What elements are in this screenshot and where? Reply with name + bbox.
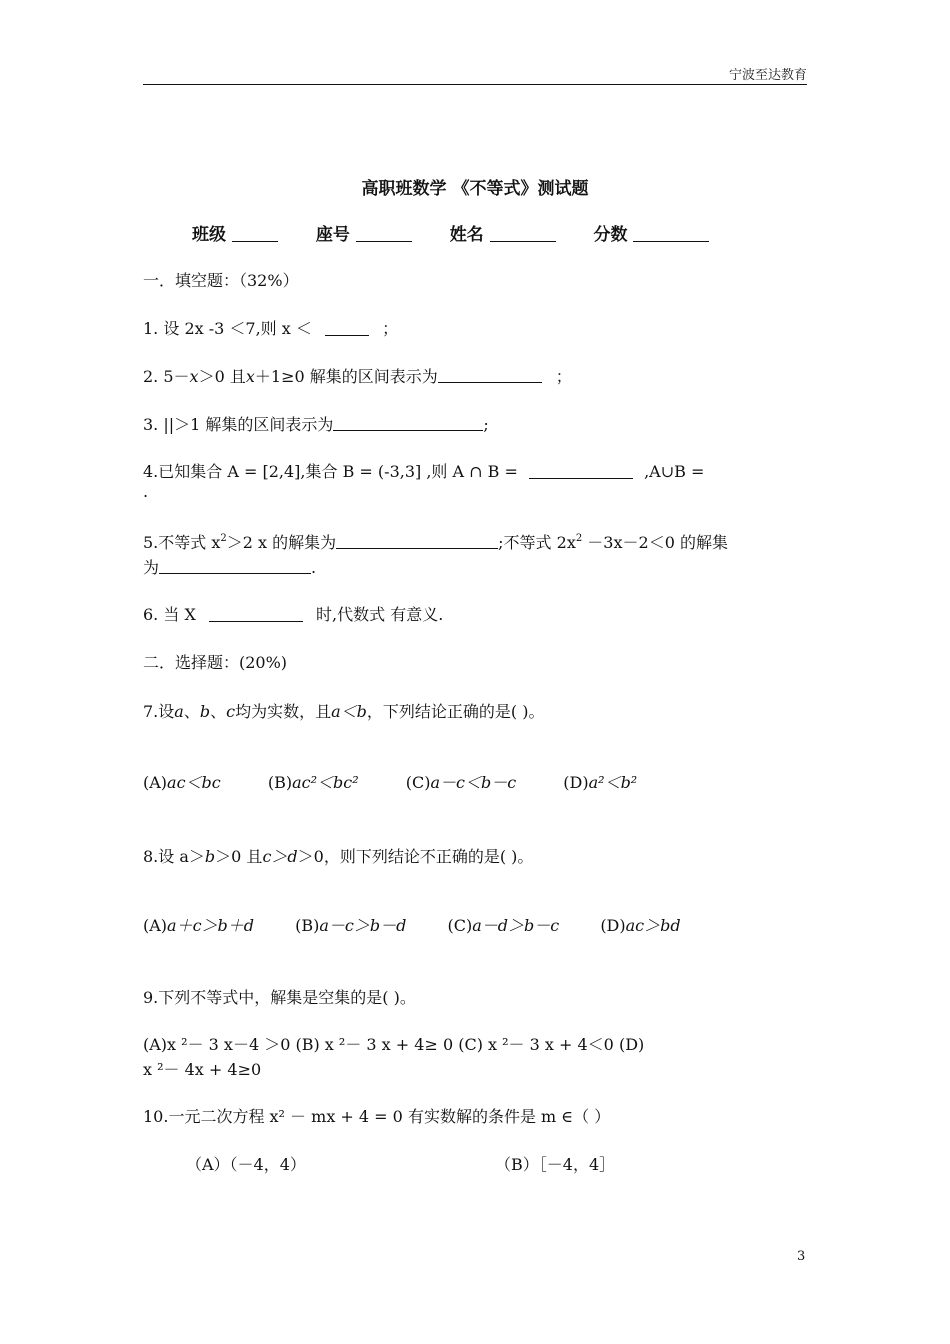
question-6-blank[interactable] xyxy=(209,605,303,622)
option-d[interactable] xyxy=(600,916,680,935)
option-expression: ac²＜bc² xyxy=(292,773,359,792)
question-5-exponent: 2 xyxy=(575,533,583,544)
question-9-options-line-2: x ²－ 4x + 4≥0 xyxy=(143,1060,262,1079)
question-4-text-a: 4.已知集合 A = [2,4],集合 B = (-3,3] ,则 A ∩ B = xyxy=(143,462,518,481)
question-9-options-line-1: (A)x ²－ 3 x－4 ＞0 (B) x ²－ 3 x + 4≥ 0 (C) x ²－ 3 x + 4＜0 (D) xyxy=(143,1035,645,1054)
option-label: (C) xyxy=(405,773,431,792)
option-expression: ac＞bd xyxy=(625,916,681,935)
field-name-label: 姓名 xyxy=(449,225,484,245)
math-var-b: b xyxy=(199,702,211,721)
option-label: (D) xyxy=(600,916,626,935)
header-rule xyxy=(143,84,807,85)
option-expression: ac＜bc xyxy=(167,773,221,792)
field-class xyxy=(192,225,278,245)
separator: 、 xyxy=(210,702,227,721)
question-5 xyxy=(143,530,728,553)
question-1-end: ； xyxy=(382,319,399,338)
field-score-label: 分数 xyxy=(593,225,628,245)
question-6 xyxy=(143,602,443,625)
question-8-stem-a: 8.设 a＞ xyxy=(143,847,205,866)
section-choice-heading: 二．选择题：(20%) xyxy=(143,653,288,672)
option-b[interactable] xyxy=(268,773,359,792)
question-5-text-a: 5.不等式 x xyxy=(143,533,221,552)
student-info-fields xyxy=(192,220,741,245)
page-number: 3 xyxy=(797,1249,806,1264)
question-8-condition: c＞d xyxy=(262,847,298,866)
math-var-x: x xyxy=(245,367,255,386)
option-expression: a－c＞b－d xyxy=(319,916,407,935)
option-c[interactable] xyxy=(406,773,516,792)
field-name-blank[interactable] xyxy=(490,225,556,242)
question-2-text-a: 2. 5－ xyxy=(143,367,190,386)
option-expression: a＋c＞b＋d xyxy=(167,916,255,935)
question-3-text: 3. ||＞1 解集的区间表示为 xyxy=(143,415,334,434)
option-c[interactable] xyxy=(447,916,559,935)
page-title: 高职班数学 《不等式》测试题 xyxy=(361,179,589,199)
section-fill-in-heading: 一．填空题：（32%） xyxy=(143,271,299,290)
math-var-b: b xyxy=(204,847,216,866)
option-b[interactable] xyxy=(295,916,406,935)
question-8 xyxy=(143,844,533,867)
math-var-x: x xyxy=(189,367,199,386)
question-5-end: . xyxy=(311,558,317,577)
question-5-text-b: ＞2 x 的解集为 xyxy=(226,533,337,552)
question-1-text: 1. 设 2x -3 ＜7,则 x ＜ xyxy=(143,319,312,338)
question-1-blank[interactable] xyxy=(325,319,369,336)
option-expression: a－d＞b－c xyxy=(472,916,560,935)
question-2-blank[interactable] xyxy=(438,368,542,383)
option-d[interactable] xyxy=(563,773,637,792)
header-org: 宁波至达教育 xyxy=(728,68,807,83)
question-5-exponent: 2 xyxy=(220,533,227,544)
question-7-stem-b: 均为实数，且 xyxy=(235,702,332,721)
question-7 xyxy=(143,699,544,722)
field-seat-label: 座号 xyxy=(315,225,350,245)
field-seat-blank[interactable] xyxy=(356,225,412,242)
field-score-blank[interactable] xyxy=(633,225,709,242)
field-seat xyxy=(316,225,412,245)
question-10-option-b[interactable]: （B）［－4，4］ xyxy=(495,1155,616,1174)
question-10: 10.一元二次方程 x² － mx + 4 = 0 有实数解的条件是 m ∈（ ） xyxy=(143,1107,611,1126)
question-4-continuation: . xyxy=(143,482,149,501)
option-a[interactable] xyxy=(143,916,254,935)
question-5-blank-1[interactable] xyxy=(336,534,498,549)
field-class-label: 班级 xyxy=(192,225,226,245)
math-var-a: a xyxy=(174,702,184,721)
question-6-text-b: 时,代数式 有意义. xyxy=(316,605,444,624)
math-var-c: c xyxy=(226,702,236,721)
field-score xyxy=(594,225,710,245)
option-label: (C) xyxy=(447,916,473,935)
question-2-text-c: ＋1≥0 解集的区间表示为 xyxy=(254,367,438,386)
option-label: (B) xyxy=(267,773,293,792)
question-9: 9.下列不等式中，解集是空集的是( )。 xyxy=(143,988,416,1007)
question-7-options xyxy=(143,770,663,793)
question-1 xyxy=(143,316,398,339)
question-3 xyxy=(143,412,489,435)
question-6-text-a: 6. 当 X xyxy=(143,605,196,624)
question-8-options xyxy=(143,913,707,936)
question-3-end: ; xyxy=(483,415,489,434)
field-name xyxy=(450,225,556,245)
question-5-blank-2[interactable] xyxy=(159,559,311,574)
question-4-blank-intersection[interactable] xyxy=(529,462,633,479)
question-2 xyxy=(143,364,572,387)
question-5-text-d: －3x－2＜0 的解集 xyxy=(582,533,728,552)
question-2-end: ； xyxy=(555,367,572,386)
question-4-text-b: ,A∪B = xyxy=(644,462,705,481)
question-10-option-a[interactable]: （A）（－4，4） xyxy=(186,1155,306,1174)
separator: 、 xyxy=(183,702,200,721)
question-7-stem-a: 7.设 xyxy=(143,702,175,721)
question-3-blank[interactable] xyxy=(333,416,483,431)
question-5-text-e: 为 xyxy=(143,558,160,577)
option-expression: a²＜b² xyxy=(588,773,638,792)
question-8-stem-b: ＞0 且 xyxy=(215,847,263,866)
option-expression: a－c＜b－c xyxy=(430,773,517,792)
question-7-condition: a＜b xyxy=(331,702,367,721)
question-2-text-b: ＞0 且 xyxy=(198,367,246,386)
field-class-blank[interactable] xyxy=(232,225,278,242)
option-label: (A) xyxy=(143,773,168,792)
option-label: (A) xyxy=(143,916,168,935)
question-5-continuation xyxy=(143,555,316,578)
question-5-text-c: ;不等式 2x xyxy=(498,533,576,552)
option-label: (B) xyxy=(295,916,320,935)
question-8-stem-c: ＞0，则下列结论不正确的是( )。 xyxy=(297,847,534,866)
option-a[interactable] xyxy=(143,773,221,792)
question-4 xyxy=(143,459,704,482)
question-7-stem-c: ，下列结论正确的是( )。 xyxy=(366,702,545,721)
option-label: (D) xyxy=(563,773,589,792)
